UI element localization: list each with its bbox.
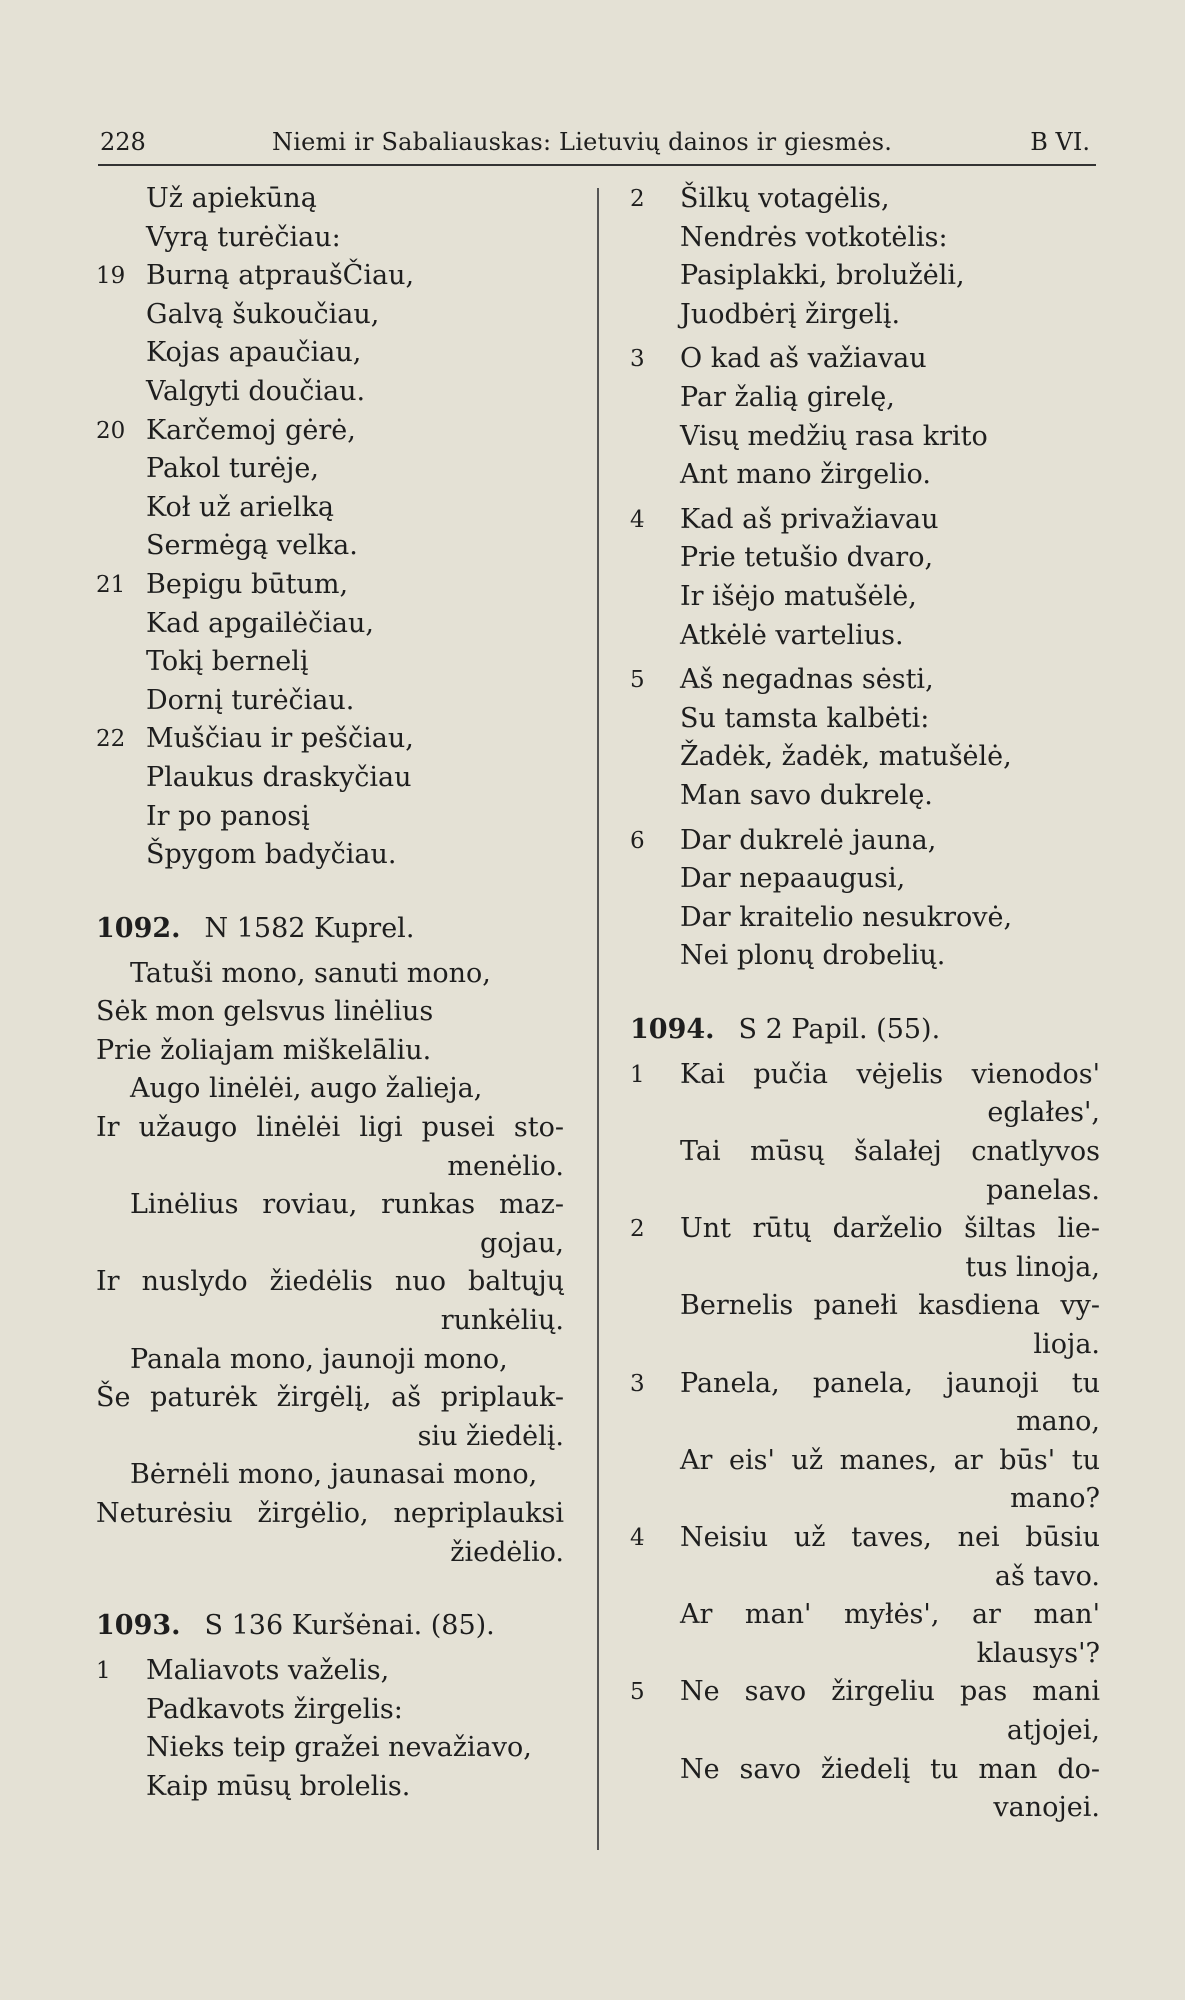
verse-text: Ir išėjo matušėlė, xyxy=(680,580,917,612)
verse-text: Dornį turėčiau. xyxy=(146,684,355,716)
verse-line xyxy=(96,720,564,759)
verse-text: Man savo dukrelę. xyxy=(680,779,933,811)
verse-text: Tatuši mono, sanuti mono, xyxy=(130,957,491,989)
verse-text: klausys'? xyxy=(976,1637,1100,1669)
verse-text: Ir po panosį xyxy=(146,800,310,832)
verse-line xyxy=(630,418,1100,457)
verse-text: Plaukus draskyčiau xyxy=(146,761,412,793)
verse-line xyxy=(96,1186,564,1225)
verse-text: Sermėgą velka. xyxy=(146,530,358,562)
verse-text: Bernelis panełi kasdiena vy- xyxy=(680,1290,1100,1322)
verse-line xyxy=(96,1302,564,1341)
verse-line xyxy=(630,1172,1100,1211)
verse-text: Juodbėrį žirgelį. xyxy=(680,298,901,330)
verse-text: Panela, panela, jaunoji tu xyxy=(680,1367,1100,1399)
song-number: 1092. xyxy=(96,912,181,944)
verse-line xyxy=(96,296,564,335)
verse-text: Galvą šukoučiau, xyxy=(146,298,380,330)
verse-text: Padkavots žirgelis: xyxy=(146,1693,403,1725)
verse-text: O kad aš važiavau xyxy=(680,343,927,375)
verse-text: Neisiu už taves, nei būsiu xyxy=(680,1522,1100,1553)
verse-line xyxy=(630,860,1100,899)
stanza-number: 6 xyxy=(630,827,645,854)
stanza-number: 3 xyxy=(630,1370,645,1397)
verse-text: siu žiedėlį. xyxy=(417,1420,564,1452)
verse-text: Pasiplakki, brolužėli, xyxy=(680,260,965,292)
verse-line xyxy=(630,1365,1100,1404)
verse-text: Neturėsiu žirgėlio, nepriplauksi xyxy=(96,1498,564,1529)
verse-text: Bepigu būtum, xyxy=(146,568,349,600)
verse-text: Koł už arielką xyxy=(146,491,334,523)
spacer xyxy=(630,976,1100,1010)
verse-line xyxy=(630,1056,1100,1095)
verse-text: Nendrės votkotėlis: xyxy=(680,221,948,253)
verse-line xyxy=(630,1133,1100,1172)
verse-line xyxy=(630,1442,1100,1481)
verse-line xyxy=(96,1032,564,1071)
verse-line xyxy=(630,700,1100,739)
spacer xyxy=(96,875,564,909)
stanza-number: 4 xyxy=(630,1525,645,1551)
stanza-number: 1 xyxy=(96,1658,111,1685)
verse-line xyxy=(96,993,564,1032)
stanza-number: 2 xyxy=(630,1216,645,1243)
verse-text: Žadėk, žadėk, matušėlė, xyxy=(680,741,1012,773)
verse-line xyxy=(96,1148,564,1187)
verse-line xyxy=(96,334,564,373)
verse-line xyxy=(96,798,564,837)
verse-text: mano, xyxy=(1016,1406,1100,1438)
verse-line xyxy=(630,1326,1100,1365)
verse-text: Visų medžių rasa krito xyxy=(680,420,988,452)
verse-text: aš tavo. xyxy=(994,1560,1100,1592)
verse-text: Vyrą turėčiau: xyxy=(146,221,341,253)
stanza-number: 21 xyxy=(96,571,126,598)
verse-line xyxy=(96,412,564,451)
verse-line xyxy=(630,1249,1100,1288)
stanza-number: 4 xyxy=(630,506,645,533)
verse-line xyxy=(96,1070,564,1109)
song-source: S 136 Kuršėnai. (85). xyxy=(204,1610,495,1642)
verse-line xyxy=(630,1596,1100,1635)
verse-text: panelas. xyxy=(986,1174,1100,1206)
verse-line xyxy=(96,1418,564,1457)
verse-line xyxy=(96,1263,564,1302)
verse-line xyxy=(630,1210,1100,1249)
verse-text: Dar kraitelio nesukrovė, xyxy=(680,901,1013,933)
spacer xyxy=(96,1572,564,1606)
stanza-number: 5 xyxy=(630,1679,645,1706)
verse-text: Sėk mon gelsvus linėlius xyxy=(96,996,434,1028)
verse-line xyxy=(630,340,1100,379)
stanza-number: 19 xyxy=(96,263,126,290)
verse-text: Ne savo žiedelį tu man do- xyxy=(680,1753,1100,1785)
verse-text: Kad aš privažiavau xyxy=(680,503,939,535)
verse-text: vanojei. xyxy=(993,1792,1100,1824)
verse-line xyxy=(630,379,1100,418)
verse-line xyxy=(96,257,564,296)
verse-line xyxy=(630,180,1100,219)
verse-line xyxy=(630,1558,1100,1597)
stanza-number: 20 xyxy=(96,417,126,444)
verse-line xyxy=(96,955,564,994)
verse-line xyxy=(630,1751,1100,1790)
verse-text: runkėlių. xyxy=(440,1305,564,1337)
verse-text: Špygom badyčiau. xyxy=(146,839,397,871)
verse-line xyxy=(96,1341,564,1380)
column-divider xyxy=(597,188,599,1850)
verse-text: Atkėlė vartelius. xyxy=(680,619,904,651)
verse-line xyxy=(630,501,1100,540)
verse-text: Še paturėk žirgėlį, aš priplauk- xyxy=(96,1382,564,1414)
verse-text: menėlio. xyxy=(447,1150,564,1182)
verse-text: Ar man' myłės', ar man' xyxy=(680,1599,1100,1631)
verse-line xyxy=(630,219,1100,258)
verse-text: Augo linėlėi, augo žalieja, xyxy=(130,1073,483,1105)
verse-text: Ir nuslydo žiedėlis nuo baltųjų xyxy=(96,1266,564,1298)
verse-line xyxy=(630,1789,1100,1828)
verse-text: Ne savo žirgeliu pas mani xyxy=(680,1676,1100,1708)
verse-line xyxy=(630,296,1100,335)
verse-text: Tai mūsų šalałej cnatlyvos xyxy=(680,1136,1100,1168)
section-label: B VI. xyxy=(1030,128,1090,156)
verse-line xyxy=(630,617,1100,656)
verse-line xyxy=(96,219,564,258)
song-number: 1093. xyxy=(96,1610,181,1642)
verse-text: gojau, xyxy=(480,1227,564,1259)
verse-line xyxy=(96,1379,564,1418)
verse-text: Burną atpraušČiau, xyxy=(146,260,415,292)
verse-line xyxy=(96,1534,564,1573)
song-number: 1094. xyxy=(630,1013,715,1045)
verse-line xyxy=(96,373,564,412)
song-source: S 2 Papil. (55). xyxy=(738,1013,941,1045)
verse-line xyxy=(96,1691,564,1730)
right-column xyxy=(630,180,1100,1828)
verse-text: lioja. xyxy=(1033,1329,1100,1361)
verse-text: Nei plonų drobelių. xyxy=(680,940,946,972)
verse-line xyxy=(96,605,564,644)
verse-text: Dar nepaaugusi, xyxy=(680,863,906,895)
stanza-number: 5 xyxy=(630,667,645,694)
verse-line xyxy=(96,682,564,721)
verse-line xyxy=(630,1403,1100,1442)
verse-text: Muščiau ir peščiau, xyxy=(146,723,414,755)
verse-text: Unt rūtų darželio šiltas lie- xyxy=(680,1213,1100,1245)
verse-text: Kai pučia vėjelis vienodos' xyxy=(680,1058,1100,1090)
stanza-number: 1 xyxy=(630,1061,645,1088)
song-heading xyxy=(96,1606,564,1646)
song-heading xyxy=(630,1010,1100,1050)
verse-text: Linėlius roviau, runkas maz- xyxy=(130,1189,564,1221)
verse-text: Panala mono, jaunoji mono, xyxy=(130,1343,508,1375)
verse-text: Maliavots važelis, xyxy=(146,1655,390,1687)
verse-text: Su tamsta kalbėti: xyxy=(680,702,930,734)
verse-line xyxy=(630,1712,1100,1751)
verse-text: Karčemoj gėrė, xyxy=(146,414,356,446)
running-header xyxy=(98,124,1096,166)
verse-line xyxy=(96,1768,564,1807)
song-source: N 1582 Kuprel. xyxy=(204,912,415,944)
stanza-number: 22 xyxy=(96,726,126,753)
verse-text: Ant mano žirgelio. xyxy=(680,459,931,491)
verse-line xyxy=(630,456,1100,495)
verse-line xyxy=(96,450,564,489)
verse-text: Pakol turėje, xyxy=(146,453,319,485)
verse-line xyxy=(630,1480,1100,1519)
stanza-number: 3 xyxy=(630,346,645,373)
verse-line xyxy=(96,489,564,528)
verse-line xyxy=(96,759,564,798)
verse-line xyxy=(630,899,1100,938)
verse-text: Šilkų votagėlis, xyxy=(680,183,890,214)
verse-line xyxy=(630,738,1100,777)
verse-line xyxy=(630,1635,1100,1674)
verse-text: Bėrnėli mono, jaunasai mono, xyxy=(130,1459,538,1491)
verse-text: Kojas apaučiau, xyxy=(146,337,362,369)
verse-line xyxy=(630,1287,1100,1326)
verse-text: mano? xyxy=(1010,1483,1100,1515)
verse-text: Ir užaugo linėlėi ligi pusei sto- xyxy=(96,1112,564,1144)
verse-text: Ar eis' už manes, ar būs' tu xyxy=(680,1444,1100,1476)
verse-text: Aš negadnas sėsti, xyxy=(680,664,934,696)
verse-line xyxy=(630,578,1100,617)
verse-line xyxy=(630,661,1100,700)
page-number: 228 xyxy=(100,128,146,156)
verse-line xyxy=(96,1109,564,1148)
verse-line xyxy=(630,777,1100,816)
running-title: Niemi ir Sabaliauskas: Lietuvių dainos ir giesmės. xyxy=(272,128,893,156)
verse-line xyxy=(630,1094,1100,1133)
verse-line xyxy=(630,1519,1100,1558)
verse-text: žiedėlio. xyxy=(450,1536,564,1568)
verse-text: Už apiekūną xyxy=(146,183,317,214)
verse-line xyxy=(96,643,564,682)
verse-line xyxy=(96,180,564,219)
verse-text: Dar dukrelė jauna, xyxy=(680,824,937,856)
verse-line xyxy=(96,1456,564,1495)
verse-line xyxy=(96,566,564,605)
verse-line xyxy=(630,257,1100,296)
verse-line xyxy=(630,937,1100,976)
stanza-number: 2 xyxy=(630,186,645,212)
verse-text: Nieks teip gražei nevažiavo, xyxy=(146,1732,532,1764)
verse-text: Kad apgailėčiau, xyxy=(146,607,374,639)
verse-line xyxy=(630,1673,1100,1712)
verse-line xyxy=(96,1729,564,1768)
verse-text: Valgyti doučiau. xyxy=(146,375,366,407)
verse-text: tus linoja, xyxy=(965,1251,1100,1283)
left-column xyxy=(96,180,564,1807)
verse-text: Prie tetušio dvaro, xyxy=(680,542,934,574)
verse-line xyxy=(96,527,564,566)
verse-line xyxy=(96,1652,564,1691)
verse-line xyxy=(96,1225,564,1264)
verse-line xyxy=(96,1495,564,1534)
verse-text: Tokį bernelį xyxy=(146,646,309,678)
verse-text: Par žalią girelę, xyxy=(680,381,895,413)
verse-text: Prie žoliajam miškelāliu. xyxy=(96,1034,432,1066)
verse-line xyxy=(96,836,564,875)
verse-line xyxy=(630,822,1100,861)
verse-text: Kaip mūsų brolelis. xyxy=(146,1770,411,1802)
verse-line xyxy=(630,539,1100,578)
song-heading xyxy=(96,909,564,949)
verse-text: atjojei, xyxy=(1006,1714,1100,1746)
verse-text: eglałes', xyxy=(987,1097,1100,1129)
